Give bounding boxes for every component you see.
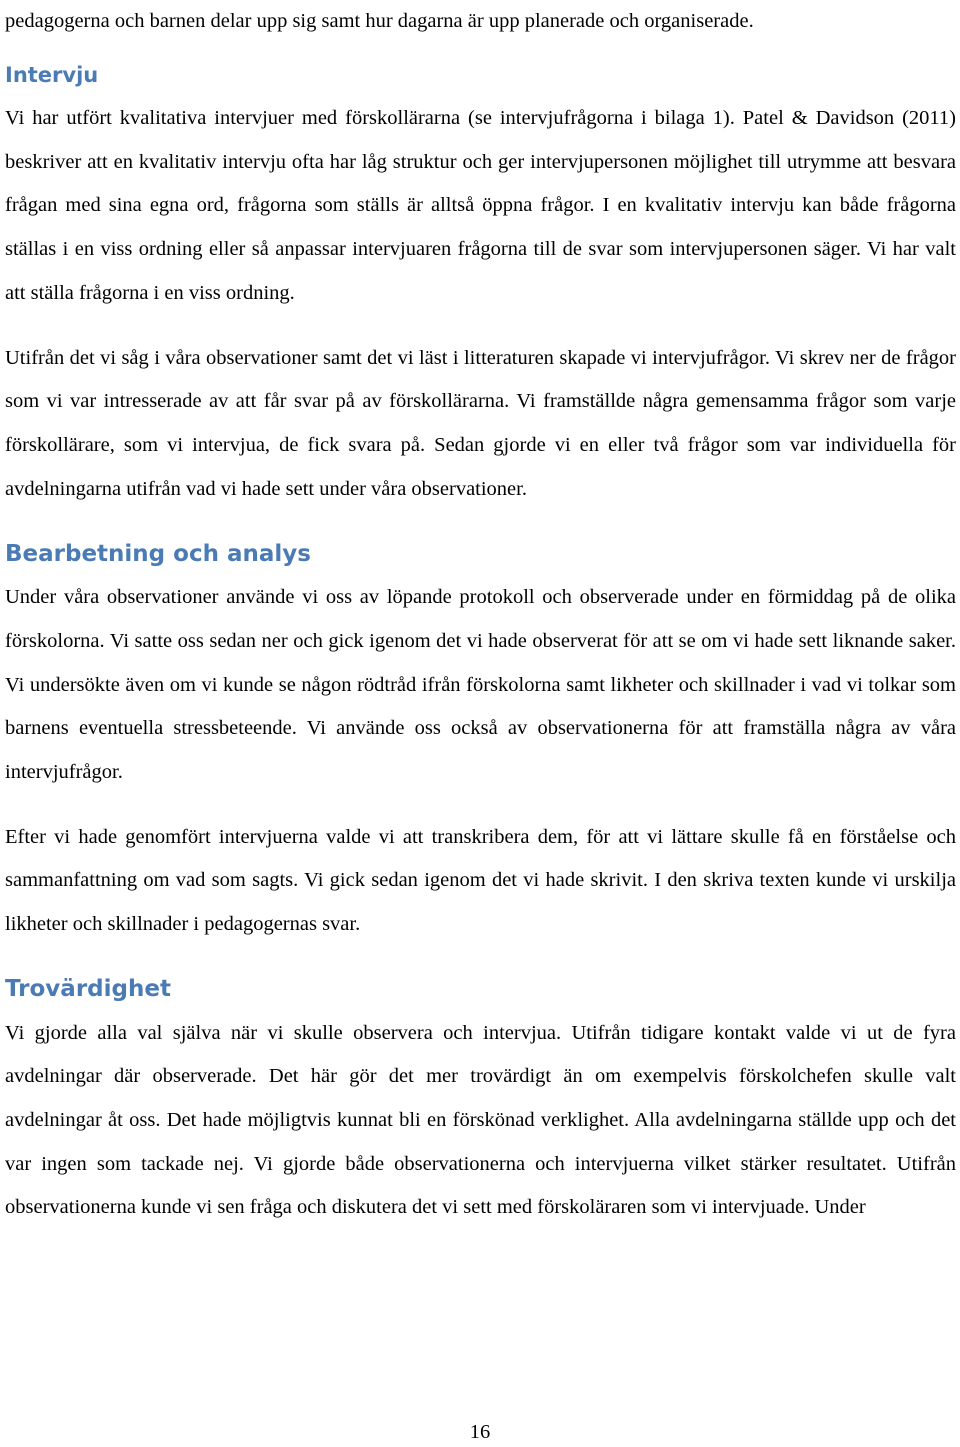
- heading-intervju: Intervju: [5, 62, 99, 87]
- paragraph-intervju-1: Vi har utfört kvalitativa intervjuer med förskollärarna (se intervjufrågorna i bilaga 1). Patel & Davidson (2011) beskriver att en kvalitativ intervju ofta har låg struktur och ger intervjupersonen möjlighet till utrymme att besvara frågan med sina egna ord, frågorna som ställs är alltså öppna frågor. I en kvalitativ intervju kan både frågorna ställas i en viss ordning eller så anpassar intervjuaren frågorna till de svar som intervjupersonen säger. Vi har valt att ställa frågorna i en viss ordning.: [5, 107, 956, 304]
- paragraph-trovardighet-1: Vi gjorde alla val själva när vi skulle observera och intervjua. Utifrån tidigare kontakt valde vi ut de fyra avdelningar där observerade. Det här gör det mer trovärdigt än om exempelvis förskolchefen skulle valt avdelningar åt oss. Det hade möjligtvis kunnat bli en förskönad verklighet. Alla avdelningarna ställde upp och det var ingen som tackade nej. Vi gjorde både observationerna och intervjuerna vilket stärker resultatet. Utifrån observationerna kunde vi sen fråga och diskutera det vi sett med förskoläraren som vi intervjuade. Under: [5, 1021, 956, 1219]
- heading-trovardighet: Trovärdighet: [5, 976, 171, 1003]
- page-number: 16: [469, 1421, 491, 1443]
- document-page: [5, 0, 956, 1230]
- paragraph-bearbetning-1: Under våra observationer använde vi oss av löpande protokoll och observerade under en förmiddag på de olika förskolorna. Vi satte oss sedan ner och gick igenom det vi hade observerat för att se om vi hade sett liknande saker. Vi undersökte även om vi kunde se någon rödtråd ifrån förskolorna samt likheter och skillnader i vad vi tolkar som barnens eventuella stressbeteende. Vi använde oss också av observationerna för att framställa några av våra intervjufrågor.: [5, 586, 956, 783]
- heading-bearbetning: Bearbetning och analys: [5, 540, 311, 567]
- intro-line: pedagogerna och barnen delar upp sig samt hur dagarna är upp planerade och organiserade.: [5, 10, 754, 32]
- paragraph-bearbetning-2: Efter vi hade genomfört intervjuerna valde vi att transkribera dem, för att vi lättare skulle få en förståelse och sammanfattning om vad som sagts. Vi gick sedan igenom det vi hade skrivit. I den skriva texten kunde vi urskilja likheter och skillnader i pedagogernas svar.: [5, 825, 956, 936]
- paragraph-intervju-2: Utifrån det vi såg i våra observationer samt det vi läst i litteraturen skapade vi intervjufrågor. Vi skrev ner de frågor som vi var intresserade av att får svar på av förskollärarna. Vi framställde några gemensamma frågor som varje förskollärare, som vi intervjua, de fick svara på. Sedan gjorde vi en eller två frågor som var individuella för avdelningarna utifrån vad vi hade sett under våra observationer.: [5, 346, 956, 500]
